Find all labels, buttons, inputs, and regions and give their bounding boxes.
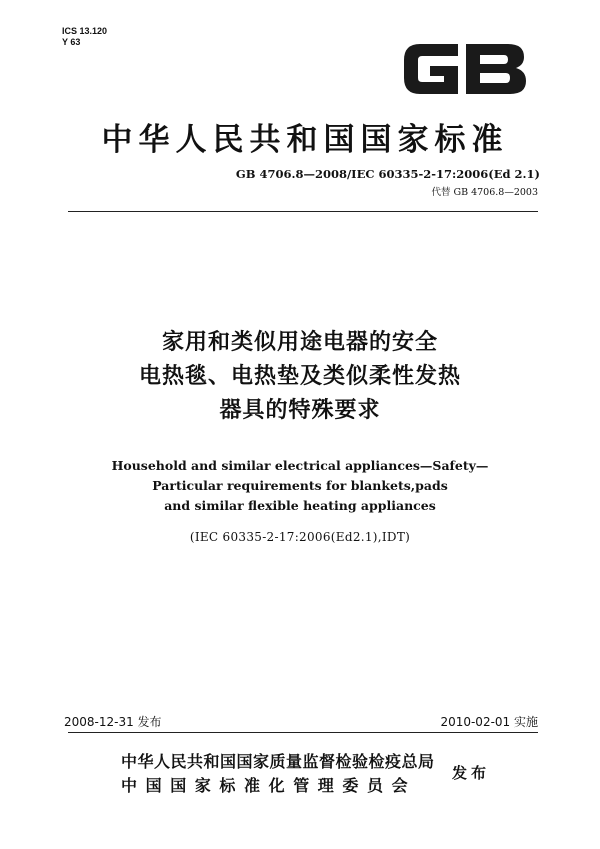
chinese-title-line-3: 器具的特殊要求 — [219, 398, 381, 423]
replaces-standard: 代替 GB 4706.8—2003 — [431, 187, 538, 198]
publisher-line-2: 中国国家标准化管理委员会 — [121, 776, 417, 795]
implementation-date: 2010-02-01 实施 — [440, 715, 538, 729]
chinese-title-line-2: 电热毯、电热垫及类似柔性发热 — [138, 364, 461, 389]
gb-logo-g-shape — [404, 44, 458, 94]
chinese-title — [0, 326, 600, 428]
national-standard-heading: 中华人民共和国国家标准 — [101, 122, 509, 158]
english-title-line-1: Household and similar electrical appliances—Safety— — [111, 458, 489, 473]
gb-logo-icon — [400, 38, 530, 100]
publish-label: 发布 — [452, 764, 491, 782]
classification-codes — [62, 26, 107, 48]
gb-logo-b-shape — [466, 44, 526, 94]
chinese-title-line-1: 家用和类似用途电器的安全 — [161, 330, 438, 355]
publisher-line-1: 中华人民共和国国家质量监督检验检疫总局 — [121, 752, 435, 771]
ics-code: ICS 13.120 — [62, 26, 108, 36]
bottom-divider — [68, 732, 538, 733]
english-title-line-2: Particular requirements for blankets,pads — [152, 478, 448, 493]
iec-equivalence: (IEC 60335-2-17:2006(Ed2.1),IDT) — [189, 530, 411, 544]
ccs-code: Y 63 — [62, 37, 81, 47]
english-title — [0, 456, 600, 516]
publisher-block — [121, 750, 435, 798]
english-title-line-3: and similar flexible heating appliances — [164, 498, 436, 513]
standard-number: GB 4706.8—2008/IEC 60335-2-17:2006(Ed 2.1) — [235, 167, 540, 181]
top-divider — [68, 211, 538, 212]
issue-date: 2008-12-31 发布 — [64, 715, 162, 729]
